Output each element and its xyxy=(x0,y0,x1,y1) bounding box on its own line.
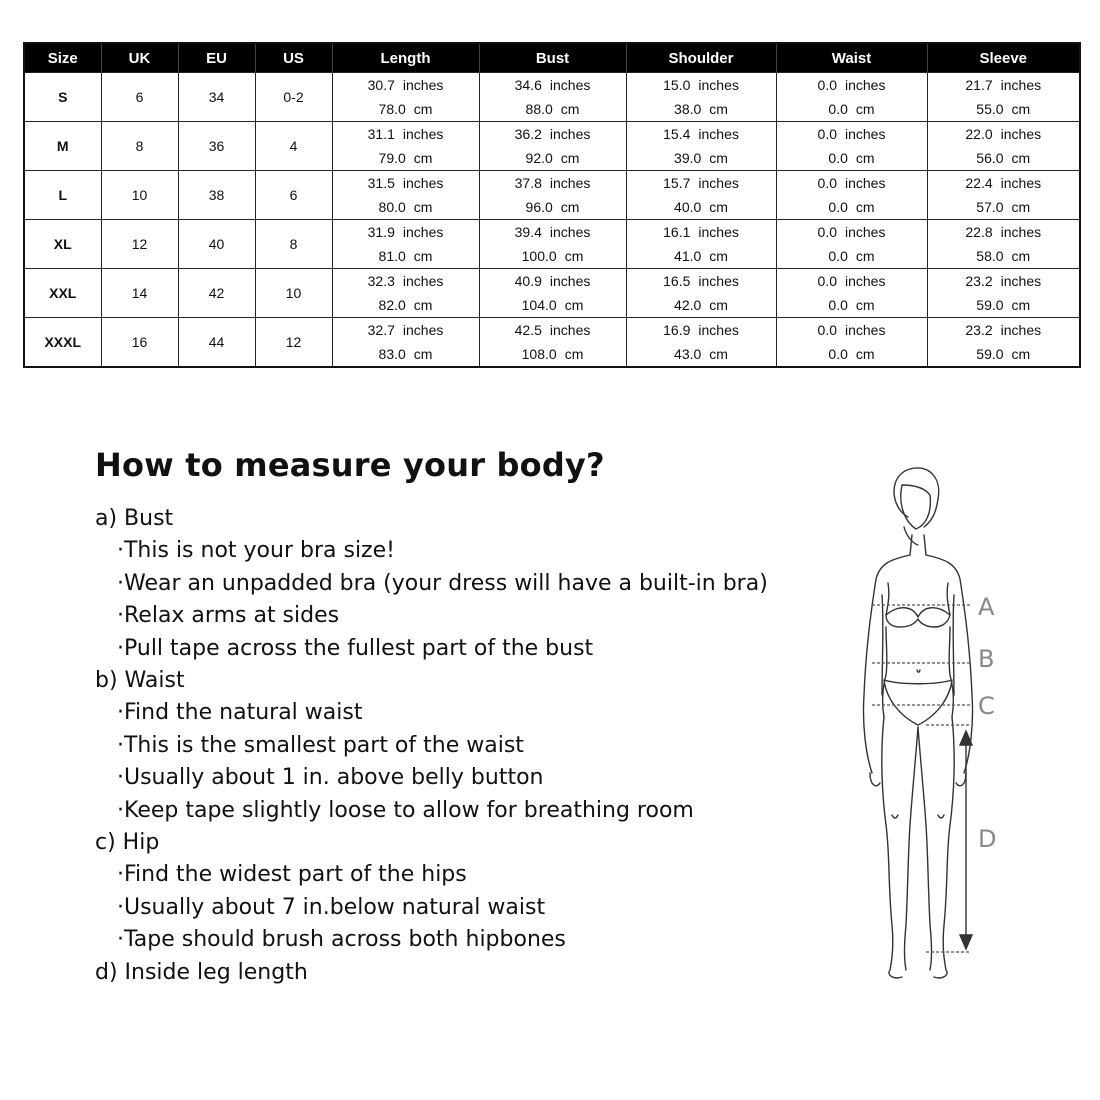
value: 0.0 xyxy=(817,224,837,240)
cell-waist-inches xyxy=(776,122,927,147)
unit: inches xyxy=(698,322,739,338)
cell-size: XXXL xyxy=(24,318,101,368)
unit: inches xyxy=(549,224,591,240)
guide-sections xyxy=(95,503,815,989)
cell-waist-cm xyxy=(776,146,927,171)
value: 82.0 xyxy=(378,297,406,313)
guide-item: ·This is not your bra size! xyxy=(117,538,395,563)
cell-uk: 10 xyxy=(101,171,178,220)
cell-waist-inches xyxy=(776,220,927,245)
table-row xyxy=(24,73,1080,98)
value: 21.7 xyxy=(965,77,993,93)
unit: inches xyxy=(698,126,739,142)
cell-us: 0-2 xyxy=(255,73,332,122)
cell-length-cm xyxy=(332,342,479,367)
unit: cm xyxy=(1011,199,1031,215)
guide-section-title: b) Waist xyxy=(95,668,185,693)
table-row xyxy=(24,122,1080,147)
value: 22.8 xyxy=(965,224,993,240)
cell-sleeve-cm xyxy=(927,293,1080,318)
value: 40.0 xyxy=(674,199,702,215)
unit: inches xyxy=(1000,224,1042,240)
column-header-us: US xyxy=(255,43,332,73)
value: 22.0 xyxy=(965,126,993,142)
value: 41.0 xyxy=(674,248,702,264)
value: 23.2 xyxy=(965,273,993,289)
label-c: C xyxy=(978,692,995,720)
value: 40.9 xyxy=(514,273,542,289)
cell-waist-cm xyxy=(776,293,927,318)
value: 37.8 xyxy=(514,175,542,191)
guide-item: ·Keep tape slightly loose to allow for breathing room xyxy=(117,797,694,823)
table-body xyxy=(24,73,1080,368)
unit: cm xyxy=(413,101,433,117)
value: 81.0 xyxy=(378,248,406,264)
cell-us: 8 xyxy=(255,220,332,269)
guide-section-title: d) Inside leg length xyxy=(95,959,308,985)
unit: inches xyxy=(698,224,739,240)
cell-sleeve-cm xyxy=(927,342,1080,367)
cell-us: 12 xyxy=(255,318,332,368)
cell-bust-cm xyxy=(479,195,626,220)
column-header-bust: Bust xyxy=(479,43,626,73)
unit: cm xyxy=(413,199,433,215)
cell-uk: 12 xyxy=(101,220,178,269)
cell-sleeve-inches xyxy=(927,122,1080,147)
cell-waist-inches xyxy=(776,73,927,98)
unit: inches xyxy=(1000,77,1042,93)
table-row xyxy=(24,269,1080,294)
unit: inches xyxy=(549,175,591,191)
value: 0.0 xyxy=(817,322,837,338)
cell-sleeve-cm xyxy=(927,244,1080,269)
unit: inches xyxy=(845,175,886,191)
unit: inches xyxy=(549,126,591,142)
unit: inches xyxy=(1000,273,1042,289)
unit: cm xyxy=(855,297,875,313)
cell-us: 6 xyxy=(255,171,332,220)
cell-bust-inches xyxy=(479,171,626,196)
cell-length-cm xyxy=(332,146,479,171)
cell-us: 10 xyxy=(255,269,332,318)
guide-item: ·Pull tape across the fullest part of the bust xyxy=(117,635,594,661)
column-header-waist: Waist xyxy=(776,43,927,73)
table-row xyxy=(24,318,1080,343)
guide-section-title: a) Bust xyxy=(95,506,174,531)
cell-bust-inches xyxy=(479,73,626,98)
unit: cm xyxy=(709,297,728,313)
unit: cm xyxy=(560,150,580,166)
unit: cm xyxy=(560,199,580,215)
guide-item: ·Tape should brush across both hipbones xyxy=(117,927,566,952)
cell-bust-inches xyxy=(479,318,626,343)
cell-waist-cm xyxy=(776,244,927,269)
cell-shoulder-inches xyxy=(626,269,776,294)
column-header-sleeve: Sleeve xyxy=(927,43,1080,73)
guide-item: ·Find the natural waist xyxy=(117,700,363,725)
value: 16.5 xyxy=(663,273,691,289)
value: 15.0 xyxy=(663,77,691,93)
cell-length-inches xyxy=(332,318,479,343)
value: 108.0 xyxy=(521,346,557,362)
value: 31.1 xyxy=(367,126,395,142)
column-header-eu: EU xyxy=(178,43,255,73)
label-b: B xyxy=(978,645,995,673)
cell-shoulder-inches xyxy=(626,73,776,98)
unit: cm xyxy=(855,346,875,362)
cell-shoulder-cm xyxy=(626,195,776,220)
cell-length-cm xyxy=(332,97,479,122)
value: 92.0 xyxy=(525,150,553,166)
unit: cm xyxy=(855,248,875,264)
column-header-shoulder: Shoulder xyxy=(626,43,776,73)
unit: inches xyxy=(845,224,886,240)
cell-length-inches xyxy=(332,220,479,245)
value: 36.2 xyxy=(514,126,542,142)
cell-bust-inches xyxy=(479,269,626,294)
value: 0.0 xyxy=(828,150,848,166)
value: 23.2 xyxy=(965,322,993,338)
cell-sleeve-cm xyxy=(927,146,1080,171)
cell-waist-cm xyxy=(776,97,927,122)
guide-title: How to measure your body? xyxy=(95,446,605,484)
unit: cm xyxy=(564,346,584,362)
unit: inches xyxy=(698,273,739,289)
unit: cm xyxy=(709,101,728,117)
unit: inches xyxy=(549,322,591,338)
value: 0.0 xyxy=(828,297,848,313)
cell-sleeve-inches xyxy=(927,171,1080,196)
unit: cm xyxy=(855,199,875,215)
cell-us: 4 xyxy=(255,122,332,171)
value: 38.0 xyxy=(674,101,702,117)
value: 56.0 xyxy=(976,150,1004,166)
cell-size: XL xyxy=(24,220,101,269)
unit: cm xyxy=(709,346,728,362)
unit: inches xyxy=(402,322,444,338)
guide-item: ·Find the widest part of the hips xyxy=(117,862,467,887)
cell-sleeve-cm xyxy=(927,195,1080,220)
cell-size: S xyxy=(24,73,101,122)
value: 57.0 xyxy=(976,199,1004,215)
column-header-length: Length xyxy=(332,43,479,73)
cell-shoulder-cm xyxy=(626,146,776,171)
cell-size: XXL xyxy=(24,269,101,318)
unit: inches xyxy=(845,77,886,93)
cell-waist-cm xyxy=(776,342,927,367)
cell-shoulder-cm xyxy=(626,97,776,122)
cell-waist-cm xyxy=(776,195,927,220)
value: 32.7 xyxy=(367,322,395,338)
value: 58.0 xyxy=(976,248,1004,264)
cell-bust-cm xyxy=(479,97,626,122)
cell-shoulder-inches xyxy=(626,122,776,147)
value: 42.0 xyxy=(674,297,702,313)
unit: cm xyxy=(855,101,875,117)
value: 80.0 xyxy=(378,199,406,215)
cell-size: M xyxy=(24,122,101,171)
unit: cm xyxy=(413,150,433,166)
guide-item: ·Wear an unpadded bra (your dress will have a built-in bra) xyxy=(117,570,768,596)
unit: inches xyxy=(845,273,886,289)
unit: cm xyxy=(413,346,433,362)
value: 83.0 xyxy=(378,346,406,362)
unit: inches xyxy=(402,273,444,289)
cell-shoulder-cm xyxy=(626,293,776,318)
cell-shoulder-cm xyxy=(626,244,776,269)
value: 0.0 xyxy=(828,101,848,117)
unit: inches xyxy=(549,77,591,93)
unit: cm xyxy=(413,297,433,313)
unit: cm xyxy=(1011,101,1031,117)
cell-bust-cm xyxy=(479,146,626,171)
value: 43.0 xyxy=(674,346,702,362)
cell-shoulder-inches xyxy=(626,318,776,343)
value: 104.0 xyxy=(521,297,557,313)
guide-item: ·Usually about 1 in. above belly button xyxy=(117,765,544,790)
cell-sleeve-inches xyxy=(927,73,1080,98)
value: 0.0 xyxy=(817,175,837,191)
value: 0.0 xyxy=(817,126,837,142)
cell-eu: 38 xyxy=(178,171,255,220)
value: 32.3 xyxy=(367,273,395,289)
value: 0.0 xyxy=(828,199,848,215)
cell-shoulder-inches xyxy=(626,220,776,245)
value: 79.0 xyxy=(378,150,406,166)
label-d: D xyxy=(978,825,997,853)
unit: inches xyxy=(549,273,591,289)
unit: inches xyxy=(1000,126,1042,142)
unit: cm xyxy=(564,248,584,264)
unit: cm xyxy=(564,297,584,313)
body-outline-illustration xyxy=(820,455,1020,1000)
cell-length-inches xyxy=(332,171,479,196)
cell-eu: 42 xyxy=(178,269,255,318)
value: 0.0 xyxy=(817,77,837,93)
value: 96.0 xyxy=(525,199,553,215)
cell-waist-inches xyxy=(776,318,927,343)
value: 88.0 xyxy=(525,101,553,117)
unit: cm xyxy=(560,101,580,117)
value: 78.0 xyxy=(378,101,406,117)
cell-shoulder-cm xyxy=(626,342,776,367)
cell-length-inches xyxy=(332,122,479,147)
unit: cm xyxy=(855,150,875,166)
cell-uk: 16 xyxy=(101,318,178,368)
value: 15.7 xyxy=(663,175,691,191)
value: 16.1 xyxy=(663,224,691,240)
cell-uk: 8 xyxy=(101,122,178,171)
guide-section-title: c) Hip xyxy=(95,830,160,855)
cell-bust-cm xyxy=(479,244,626,269)
value: 59.0 xyxy=(976,346,1004,362)
value: 39.4 xyxy=(514,224,542,240)
cell-size: L xyxy=(24,171,101,220)
value: 15.4 xyxy=(663,126,691,142)
unit: inches xyxy=(402,77,444,93)
value: 31.9 xyxy=(367,224,395,240)
cell-uk: 6 xyxy=(101,73,178,122)
cell-uk: 14 xyxy=(101,269,178,318)
cell-sleeve-inches xyxy=(927,269,1080,294)
value: 55.0 xyxy=(976,101,1004,117)
unit: cm xyxy=(1011,297,1031,313)
cell-bust-cm xyxy=(479,342,626,367)
cell-eu: 40 xyxy=(178,220,255,269)
unit: inches xyxy=(845,126,886,142)
cell-eu: 44 xyxy=(178,318,255,368)
value: 34.6 xyxy=(514,77,542,93)
table-row xyxy=(24,171,1080,196)
value: 39.0 xyxy=(674,150,702,166)
value: 22.4 xyxy=(965,175,993,191)
value: 0.0 xyxy=(828,346,848,362)
unit: cm xyxy=(709,199,728,215)
cell-length-inches xyxy=(332,73,479,98)
unit: inches xyxy=(698,77,739,93)
cell-waist-inches xyxy=(776,269,927,294)
unit: inches xyxy=(402,175,444,191)
value: 30.7 xyxy=(367,77,395,93)
column-header-size: Size xyxy=(24,43,101,73)
cell-length-cm xyxy=(332,244,479,269)
unit: inches xyxy=(1000,322,1042,338)
unit: inches xyxy=(402,126,444,142)
label-a: A xyxy=(978,593,995,621)
unit: cm xyxy=(1011,150,1031,166)
guide-item: ·Relax arms at sides xyxy=(117,603,340,628)
value: 42.5 xyxy=(514,322,542,338)
value: 0.0 xyxy=(817,273,837,289)
cell-sleeve-inches xyxy=(927,220,1080,245)
value: 31.5 xyxy=(367,175,395,191)
unit: inches xyxy=(402,224,444,240)
unit: inches xyxy=(845,322,886,338)
cell-sleeve-cm xyxy=(927,97,1080,122)
cell-sleeve-inches xyxy=(927,318,1080,343)
cell-eu: 34 xyxy=(178,73,255,122)
unit: inches xyxy=(698,175,739,191)
cell-bust-inches xyxy=(479,220,626,245)
cell-waist-inches xyxy=(776,171,927,196)
unit: inches xyxy=(1000,175,1042,191)
unit: cm xyxy=(709,150,728,166)
table-row xyxy=(24,220,1080,245)
unit: cm xyxy=(1011,346,1031,362)
value: 16.9 xyxy=(663,322,691,338)
unit: cm xyxy=(709,248,728,264)
size-chart-table xyxy=(23,42,1081,368)
measure-guide xyxy=(95,445,815,989)
unit: cm xyxy=(413,248,433,264)
value: 100.0 xyxy=(521,248,557,264)
column-header-uk: UK xyxy=(101,43,178,73)
cell-eu: 36 xyxy=(178,122,255,171)
cell-length-cm xyxy=(332,195,479,220)
cell-bust-inches xyxy=(479,122,626,147)
cell-bust-cm xyxy=(479,293,626,318)
guide-item: ·Usually about 7 in.below natural waist xyxy=(117,894,546,920)
cell-length-inches xyxy=(332,269,479,294)
unit: cm xyxy=(1011,248,1031,264)
guide-item: ·This is the smallest part of the waist xyxy=(117,732,524,758)
table-header-row xyxy=(24,43,1080,73)
cell-length-cm xyxy=(332,293,479,318)
body-measurement-figure xyxy=(820,455,1020,1000)
value: 0.0 xyxy=(828,248,848,264)
value: 59.0 xyxy=(976,297,1004,313)
cell-shoulder-inches xyxy=(626,171,776,196)
